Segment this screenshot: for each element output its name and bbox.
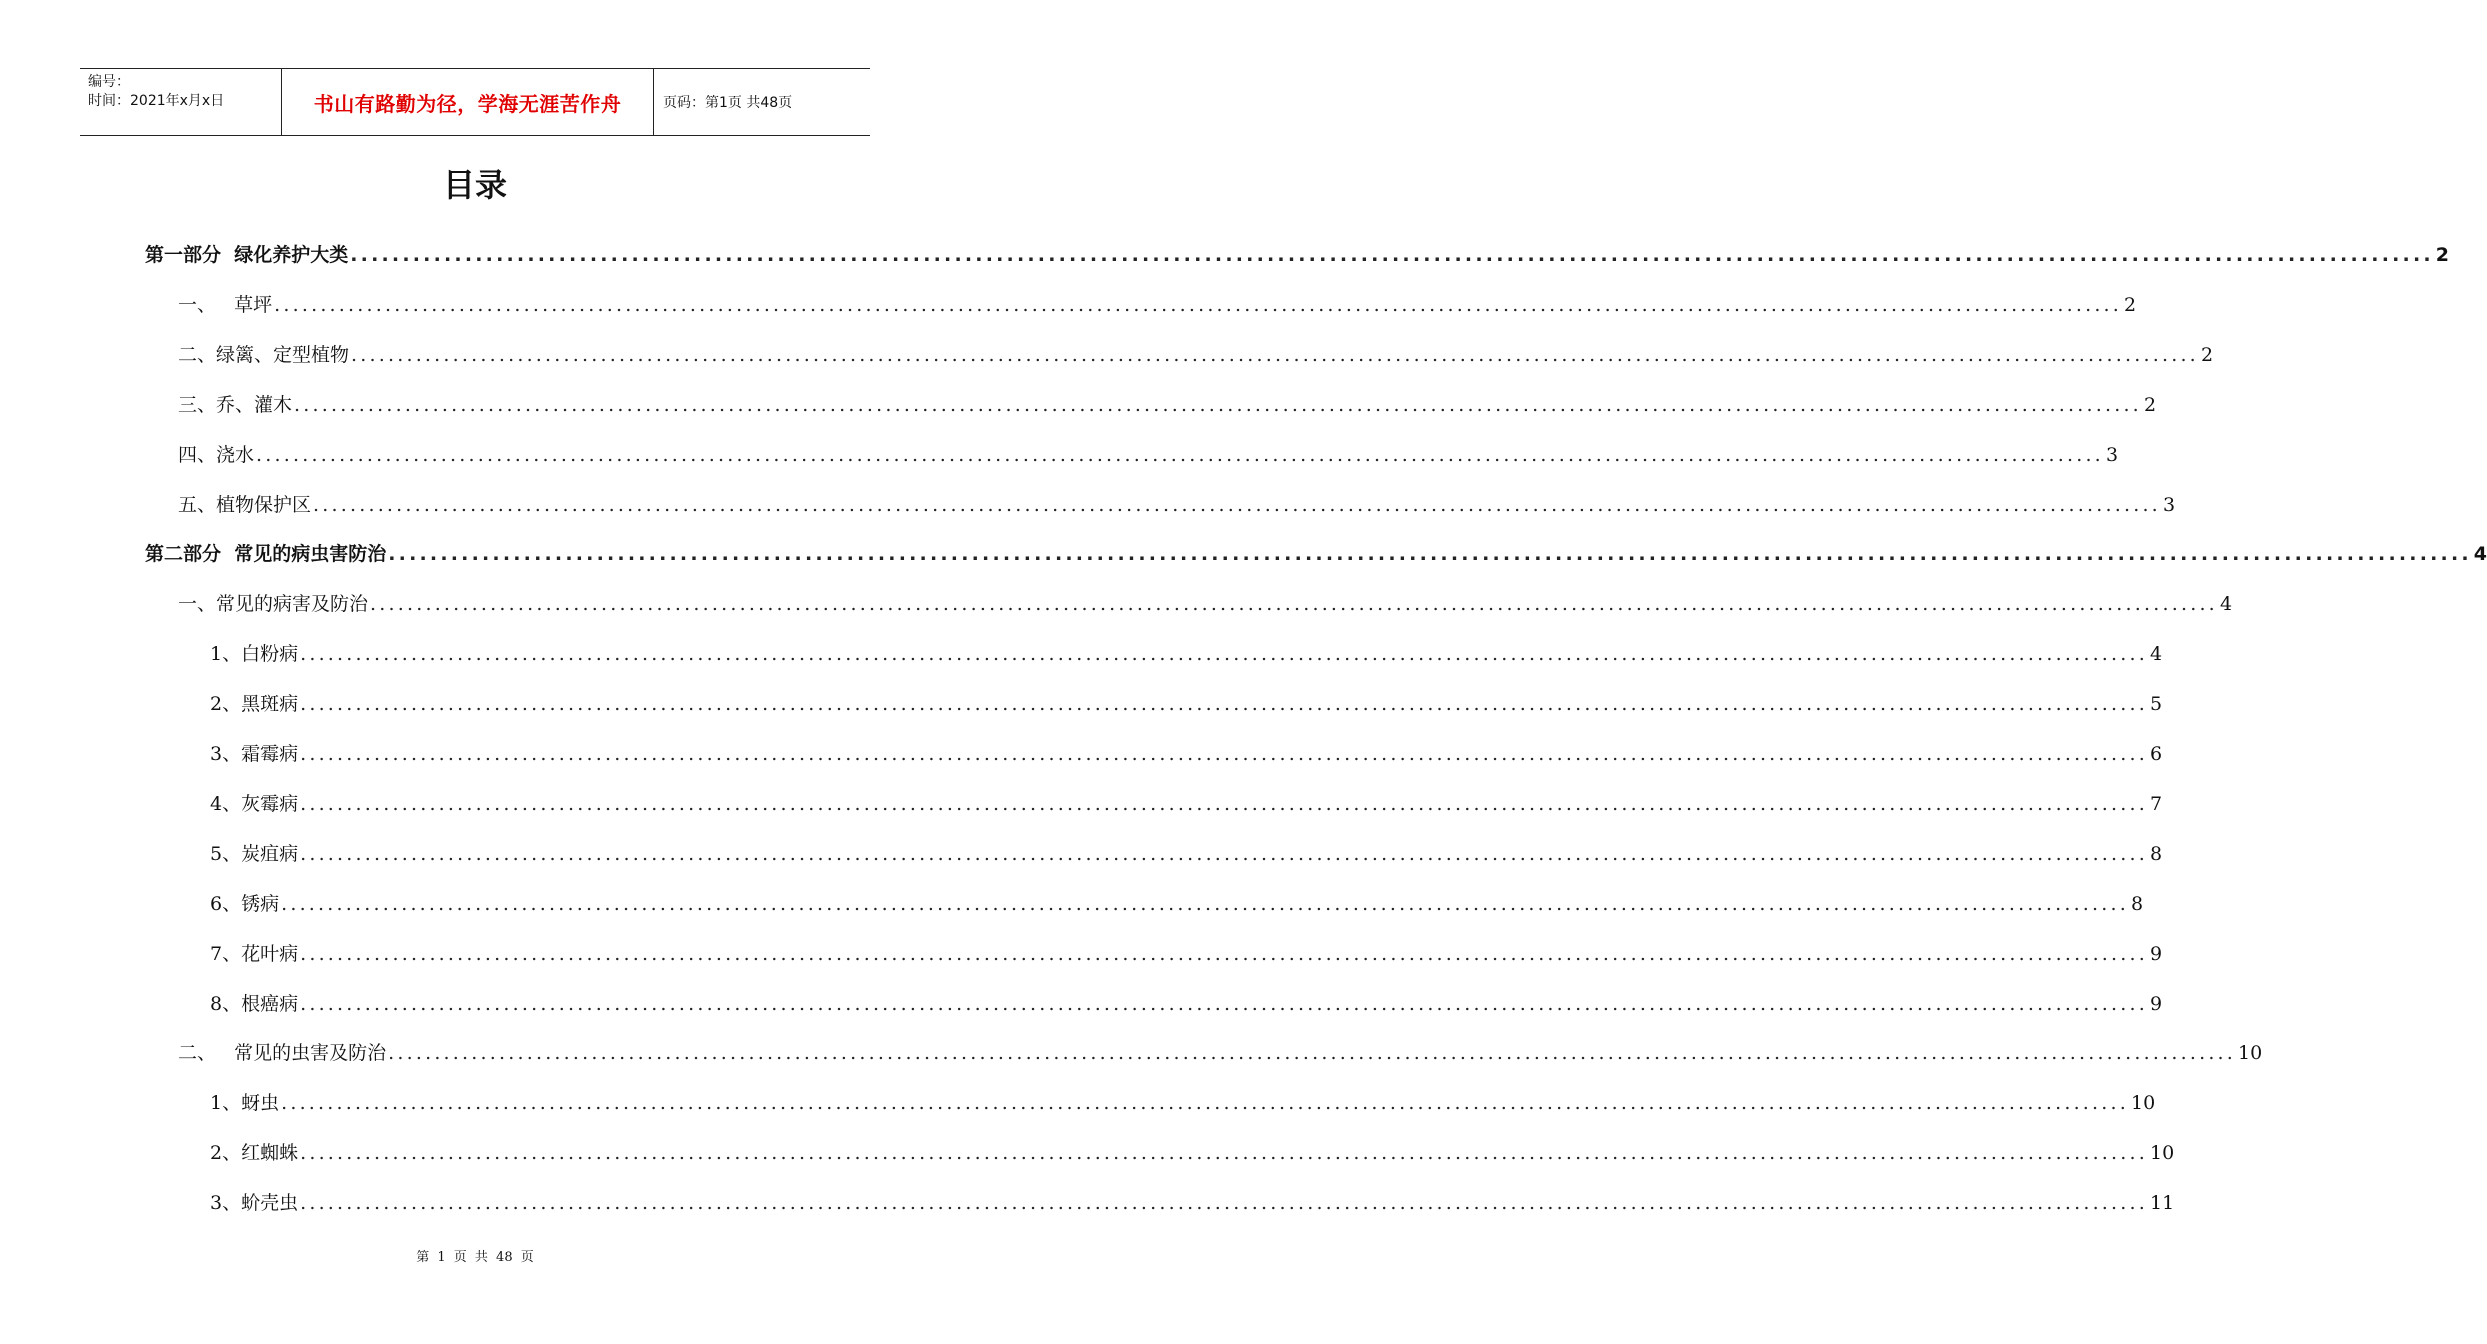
toc-entry[interactable] xyxy=(178,1038,2263,1068)
toc-entry[interactable] xyxy=(145,539,2487,569)
toc-leader-dots: ........................................................................................................................................................................................................ xyxy=(300,643,2149,666)
toc-entry-label: 二、绿篱、定型植物 xyxy=(178,343,350,366)
toc-entry-page: 9 xyxy=(2150,942,2163,965)
toc-leader-dots: ........................................................................................................................................................................................................ xyxy=(300,1142,2149,1165)
toc-entry[interactable] xyxy=(178,290,2137,320)
toc-leader-dots: ........................................................................................................................................................................................................ xyxy=(294,393,2142,416)
toc-entry[interactable] xyxy=(210,639,2163,669)
toc-entry-page: 9 xyxy=(2150,992,2163,1015)
header-motto: 书山有路勤为径，学海无涯苦作舟 xyxy=(313,91,622,116)
toc-entry-page: 10 xyxy=(2150,1142,2175,1165)
toc-leader-dots: ........................................................................................................................................................................................................ xyxy=(351,343,2199,366)
toc-entry[interactable] xyxy=(178,440,2119,470)
toc-entry[interactable] xyxy=(210,1138,2175,1168)
toc-entry[interactable] xyxy=(210,839,2163,869)
header-meta xyxy=(80,69,282,135)
toc-entry[interactable] xyxy=(178,589,2233,619)
toc-leader-dots: ........................................................................................................................................................................................................ xyxy=(370,593,2218,616)
toc-entry-label: 五、植物保护区 xyxy=(178,493,312,516)
toc-leader-dots: ........................................................................................................................................................................................................ xyxy=(256,443,2104,466)
toc-entry[interactable] xyxy=(178,490,2176,520)
toc-entry-label: 一、 草坪 xyxy=(178,293,273,316)
toc-entry-page: 2 xyxy=(2200,343,2214,366)
toc-leader-dots: ........................................................................................................................................................................................................ xyxy=(300,792,2149,815)
toc-entry-label: 1、白粉病 xyxy=(210,643,299,666)
page-header xyxy=(80,68,870,136)
toc-entry-page: 4 xyxy=(2150,643,2163,666)
header-motto-cell xyxy=(282,69,654,135)
toc-entry-page: 10 xyxy=(2238,1042,2263,1065)
toc-leader-dots: ........................................................................................................................................................................................................ xyxy=(281,892,2130,915)
toc-entry-page: 4 xyxy=(2219,593,2233,616)
toc-entry-page: 3 xyxy=(2162,493,2176,516)
toc-entry-label: 1、蚜虫 xyxy=(210,1092,280,1115)
toc-entry[interactable] xyxy=(210,789,2163,819)
toc-entry-label: 7、花叶病 xyxy=(210,942,299,965)
header-page-info-cell xyxy=(654,69,870,135)
toc-entry-label: 第一部分 绿化养护大类 xyxy=(145,244,349,266)
toc-entry-label: 一、常见的病害及防治 xyxy=(178,593,369,616)
toc-entry[interactable] xyxy=(210,939,2163,969)
header-page-info: 页码：第1页 共48页 xyxy=(663,95,793,111)
toc-leader-dots: ........................................................................................................................................................................................................ xyxy=(350,244,2434,266)
toc-leader-dots: ........................................................................................................................................................................................................ xyxy=(300,693,2149,716)
toc-entry-label: 3、蚧壳虫 xyxy=(210,1192,299,1215)
toc-leader-dots: ........................................................................................................................................................................................................ xyxy=(300,1192,2149,1215)
header-number: 编号： xyxy=(88,74,130,90)
toc-entry[interactable] xyxy=(178,340,2214,370)
toc-entry-page: 2 xyxy=(2124,293,2137,316)
header-time: 时间：2021年x月x日 xyxy=(88,93,225,109)
toc-entry[interactable] xyxy=(210,1188,2175,1218)
toc-entry[interactable] xyxy=(178,390,2157,420)
toc-entry-page: 10 xyxy=(2131,1092,2156,1115)
toc-entry[interactable] xyxy=(210,989,2163,1019)
toc-entry[interactable] xyxy=(145,240,2450,270)
toc-entry-label: 四、浇水 xyxy=(178,443,255,466)
toc-entry-label: 3、霜霉病 xyxy=(210,743,299,765)
toc-entry[interactable] xyxy=(210,889,2144,919)
toc-entry-page: 8 xyxy=(2131,892,2144,915)
toc-entry-page: 3 xyxy=(2105,443,2119,466)
toc-entry-page: 2 xyxy=(2143,393,2157,416)
toc-entry-page: 6 xyxy=(2150,743,2163,765)
toc-entry-page: 8 xyxy=(2150,842,2163,865)
toc-leader-dots: ........................................................................................................................................................................................................ xyxy=(388,543,2472,566)
toc-entry[interactable] xyxy=(210,739,2163,769)
page-footer: 第 1 页 共 48 页 xyxy=(416,1250,534,1265)
toc-entry[interactable] xyxy=(210,1088,2156,1118)
toc-entry-label: 第二部分 常见的病虫害防治 xyxy=(145,543,387,566)
toc-leader-dots: ........................................................................................................................................................................................................ xyxy=(388,1042,2237,1065)
toc-entry-page: 11 xyxy=(2150,1192,2175,1215)
toc-entry-label: 5、炭疽病 xyxy=(210,842,299,865)
toc-leader-dots: ........................................................................................................................................................................................................ xyxy=(300,942,2149,965)
toc-entry-page: 7 xyxy=(2150,792,2163,815)
toc-entry-label: 4、灰霉病 xyxy=(210,792,299,815)
toc-leader-dots: ........................................................................................................................................................................................................ xyxy=(274,293,2123,316)
toc-leader-dots: ........................................................................................................................................................................................................ xyxy=(300,842,2149,865)
toc-entry-page: 4 xyxy=(2473,543,2487,566)
toc-entry-label: 二、 常见的虫害及防治 xyxy=(178,1042,387,1065)
toc-leader-dots: ........................................................................................................................................................................................................ xyxy=(313,493,2161,516)
toc-leader-dots: ........................................................................................................................................................................................................ xyxy=(281,1092,2130,1115)
toc-entry-label: 8、根癌病 xyxy=(210,992,299,1015)
toc-leader-dots: ........................................................................................................................................................................................................ xyxy=(300,992,2149,1015)
toc-leader-dots: ........................................................................................................................................................................................................ xyxy=(300,743,2149,765)
toc-entry-label: 三、乔、灌木 xyxy=(178,393,293,416)
toc-entry-label: 6、锈病 xyxy=(210,892,280,915)
toc-entry-page: 2 xyxy=(2435,244,2450,266)
toc-entry[interactable] xyxy=(210,689,2163,719)
toc-entry-label: 2、红蜘蛛 xyxy=(210,1142,299,1165)
toc-entry-page: 5 xyxy=(2150,693,2163,716)
toc-title: 目录 xyxy=(442,166,507,204)
toc-entry-label: 2、黑斑病 xyxy=(210,693,299,716)
